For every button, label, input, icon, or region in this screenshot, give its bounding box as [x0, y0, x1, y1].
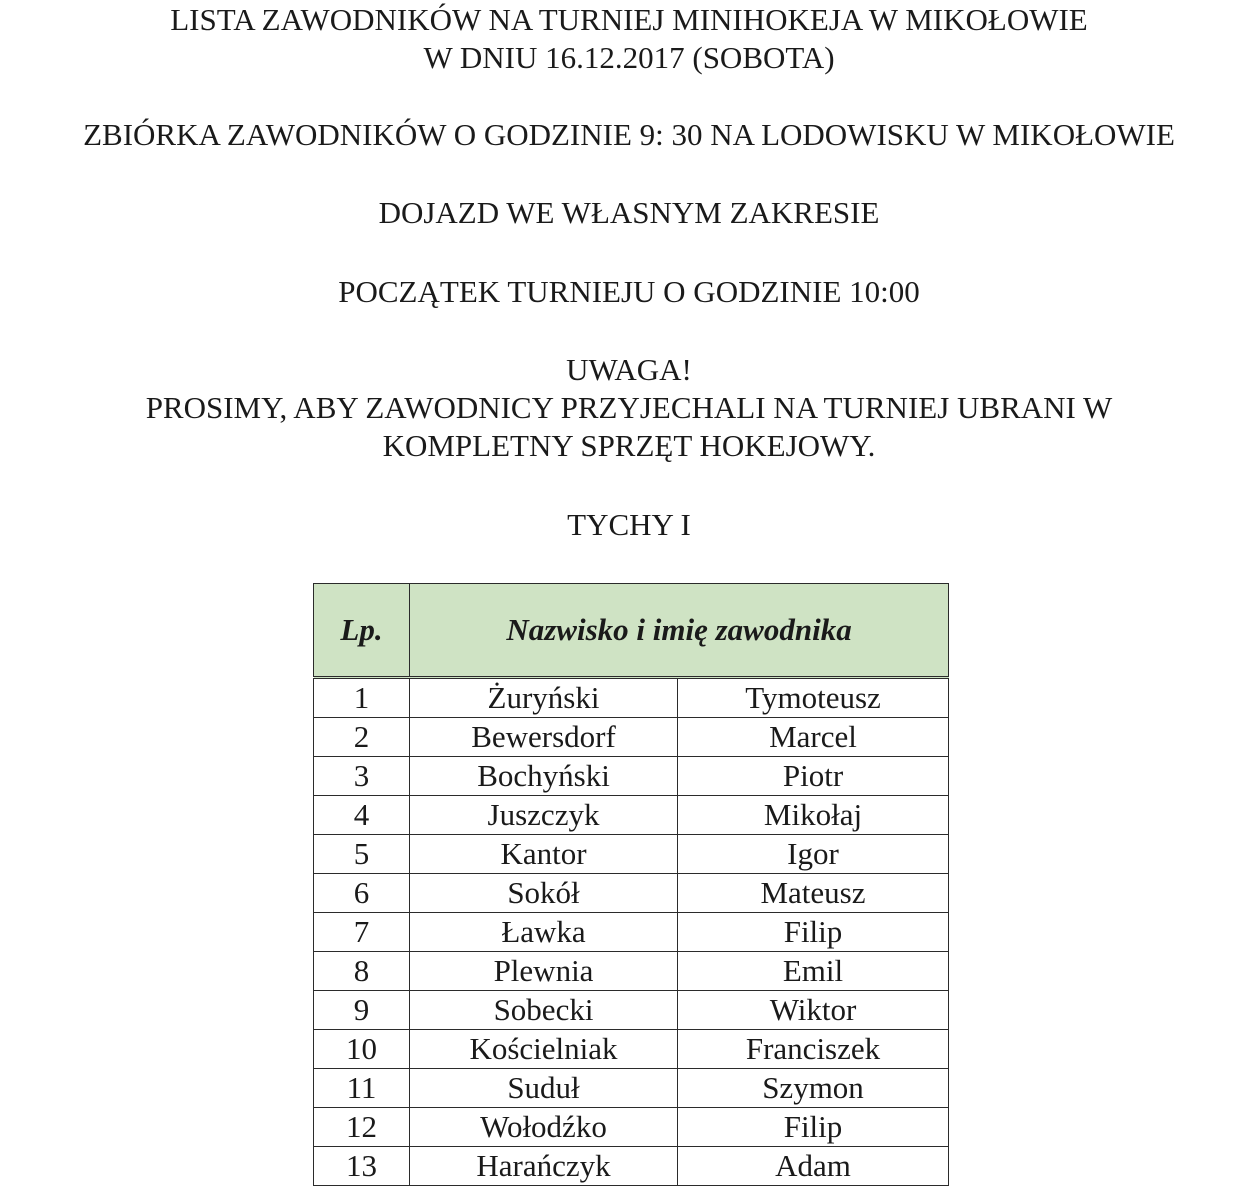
start-info: POCZĄTEK TURNIEJU O GODZINIE 10:00: [338, 274, 920, 309]
table-row: [314, 835, 949, 874]
player-surname: Ławka: [410, 913, 678, 952]
row-number: 8: [314, 952, 410, 991]
table-row: [314, 1147, 949, 1186]
notice-line-2: KOMPLETNY SPRZĘT HOKEJOWY.: [382, 428, 876, 463]
player-surname: Wołodźko: [410, 1108, 678, 1147]
row-number: 7: [314, 913, 410, 952]
table-body: [314, 678, 949, 1186]
row-number: 4: [314, 796, 410, 835]
player-surname: Bochyński: [410, 757, 678, 796]
table-row: [314, 991, 949, 1030]
player-first-name: Filip: [678, 913, 949, 952]
player-first-name: Szymon: [678, 1069, 949, 1108]
row-number: 2: [314, 718, 410, 757]
title-line-1: LISTA ZAWODNIKÓW NA TURNIEJ MINIHOKEJA W MIKOŁOWIE: [170, 2, 1088, 37]
row-number: 10: [314, 1030, 410, 1069]
player-first-name: Piotr: [678, 757, 949, 796]
team-name: TYCHY I: [567, 507, 691, 542]
table-row: [314, 1108, 949, 1147]
transport-info: DOJAZD WE WŁASNYM ZAKRESIE: [378, 195, 880, 230]
player-surname: Juszczyk: [410, 796, 678, 835]
player-first-name: Emil: [678, 952, 949, 991]
player-surname: Sobecki: [410, 991, 678, 1030]
table-row: [314, 718, 949, 757]
players-table: [313, 583, 949, 1186]
player-first-name: Wiktor: [678, 991, 949, 1030]
header-lp: Lp.: [314, 584, 410, 678]
player-first-name: Filip: [678, 1108, 949, 1147]
table-row: [314, 757, 949, 796]
table-row: [314, 796, 949, 835]
player-first-name: Igor: [678, 835, 949, 874]
table-row: [314, 952, 949, 991]
row-number: 12: [314, 1108, 410, 1147]
table-row: [314, 1030, 949, 1069]
player-surname: Sokół: [410, 874, 678, 913]
player-surname: Kościelniak: [410, 1030, 678, 1069]
title-line-2: W DNIU 16.12.2017 (SOBOTA): [423, 40, 835, 75]
player-first-name: Mikołaj: [678, 796, 949, 835]
player-surname: Plewnia: [410, 952, 678, 991]
row-number: 6: [314, 874, 410, 913]
row-number: 13: [314, 1147, 410, 1186]
player-surname: Żuryński: [410, 678, 678, 718]
player-first-name: Franciszek: [678, 1030, 949, 1069]
row-number: 1: [314, 678, 410, 718]
row-number: 5: [314, 835, 410, 874]
player-surname: Harańczyk: [410, 1147, 678, 1186]
header-player-name: Nazwisko i imię zawodnika: [410, 584, 949, 678]
player-surname: Suduł: [410, 1069, 678, 1108]
table-row: [314, 1069, 949, 1108]
player-first-name: Marcel: [678, 718, 949, 757]
player-first-name: Mateusz: [678, 874, 949, 913]
row-number: 11: [314, 1069, 410, 1108]
player-first-name: Tymoteusz: [678, 678, 949, 718]
table-row: [314, 678, 949, 718]
player-first-name: Adam: [678, 1147, 949, 1186]
table-row: [314, 874, 949, 913]
table-header-row: [314, 584, 949, 678]
row-number: 3: [314, 757, 410, 796]
notice-line-1: PROSIMY, ABY ZAWODNICY PRZYJECHALI NA TURNIEJ UBRANI W: [145, 390, 1113, 425]
row-number: 9: [314, 991, 410, 1030]
player-surname: Kantor: [410, 835, 678, 874]
table-row: [314, 913, 949, 952]
notice-title: UWAGA!: [566, 352, 692, 387]
player-surname: Bewersdorf: [410, 718, 678, 757]
gathering-info: ZBIÓRKA ZAWODNIKÓW O GODZINIE 9: 30 NA LODOWISKU W MIKOŁOWIE: [83, 117, 1175, 152]
